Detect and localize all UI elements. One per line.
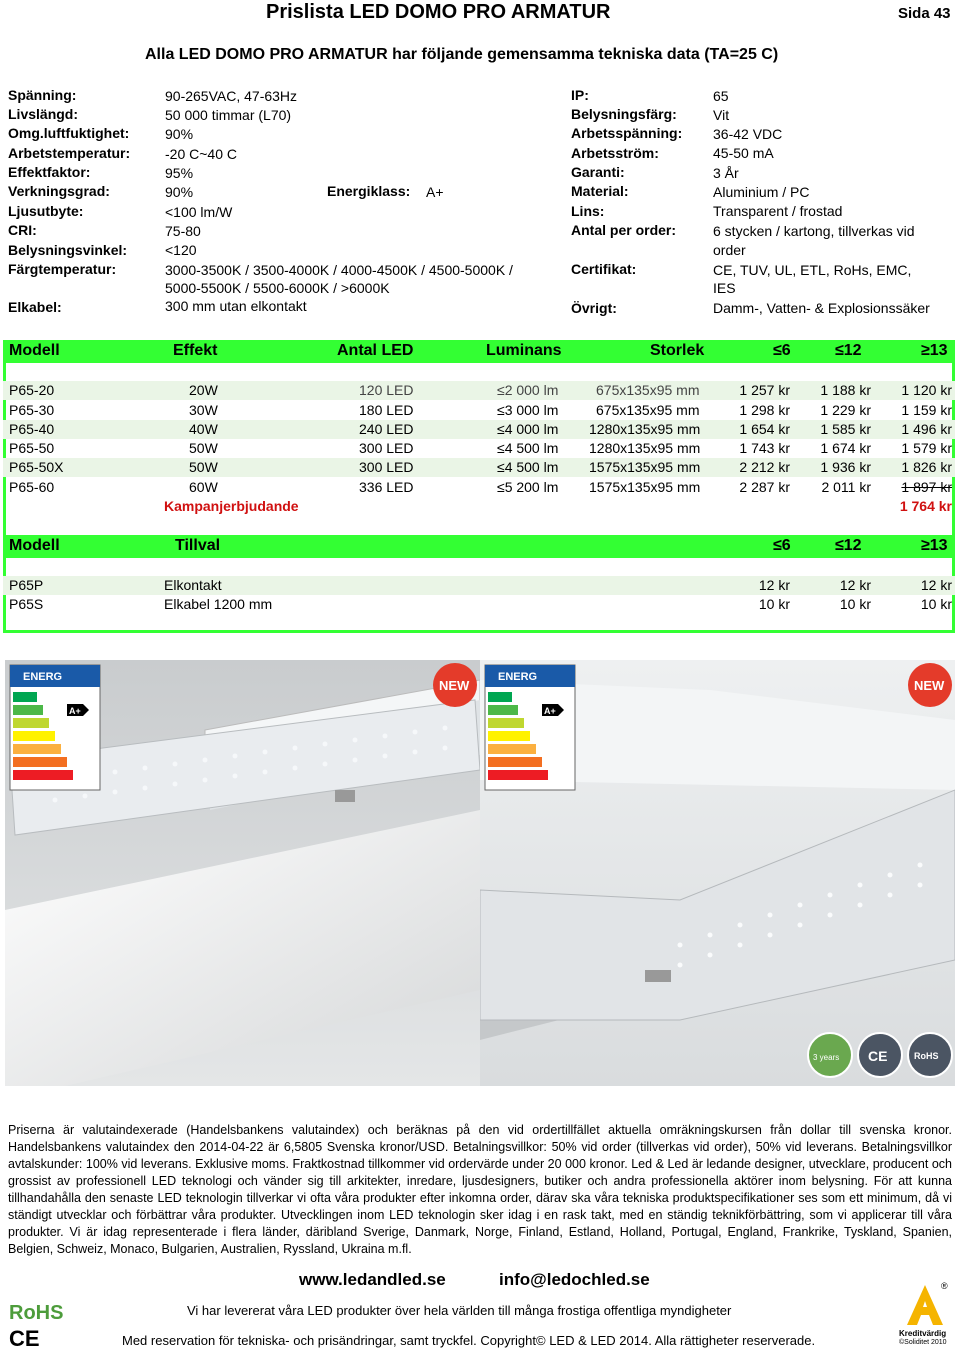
table1-header: [3, 340, 955, 363]
product-photo-left: [5, 660, 480, 1086]
spec-label: Certifikat:: [571, 261, 637, 277]
cell-effect: 50W: [189, 440, 218, 456]
website-link[interactable]: www.ledandled.se: [299, 1270, 446, 1289]
kreditvardig-logo: [897, 1283, 953, 1349]
terms-paragraph: Priserna är valutaindexerade (Handelsbankens valutaindex) och beräknas på den vid ordertillfället aktuella omräkningskursen från dollar till svenska kronor. Handelsbankens valutaindex den 2014-04-22 är 6,5805 Svenska kronor/USD. Betalningsvillkor: 50% vid order (tillverkas vid order), 50% vid leverans. Betalningsvillkor avtalskunder: 100% vid leverans. Exklusive moms. Fraktkostnad tillkommer vid ordervärde under 20 000 kronor. Led & Led är ledande designer, utvecklare, producent och grossist av professionell LED teknologi och vänder sig till arkitekter, inredare, ljusdesigners, butiker och andra professionella aktörer inom belysning. För att kunna tillhandahålla den senaste LED teknologin tillverkar vi ofta våra produkter efter inkomna order, därav ska våra tekniska produktspecifikationer ses som ett minimum, då vi ständigt utvecklar och förbättrar våra produkter. Utvecklingen inom LED teknologin sker idag i en rask takt, med en ständig teknikförbättring, som vi applicerar till våra produkter. Vi är idag representerade i flera länder, däribland Sverige, Danmark, Norge, Finland, Estland, Holland, Portugal, England, Frankrike, Tyskland, Spanien, Belgien, Schweiz, Monaco, Bulgarien, Australien, Ryssland, Ukraina m.fl.: [8, 1123, 952, 1256]
spec-value: CE, TUV, UL, ETL, RoHs, EMC,: [713, 262, 912, 278]
le-symbol: ≤: [773, 537, 782, 554]
spec-value: 300 mm utan elkontakt: [165, 298, 307, 314]
spec-value-cont: IES: [713, 280, 736, 296]
spec-label: Belysningsfärg:: [571, 106, 677, 122]
svg-text:NEW: NEW: [914, 678, 945, 693]
ce-logo: CE: [9, 1326, 40, 1351]
ge-symbol: ≥: [921, 342, 930, 359]
footer-copyright: Med reservation för tekniska- och prisändringar, samt tryckfel. Copyright© LED & LED 2014. Alla rättigheter reserverade.: [122, 1333, 816, 1348]
cell-model: P65-50: [9, 440, 55, 456]
cell-effect: 50W: [189, 459, 218, 475]
col-header: Storlek: [650, 342, 705, 359]
spec-value: 45-50 mA: [713, 145, 774, 161]
le-symbol: ≤: [835, 537, 844, 554]
spec-value: 50 000 timmar (L70): [165, 107, 292, 123]
cell-price-6: 1 654 kr: [739, 421, 790, 437]
cell-price-12: 1 936 kr: [820, 459, 871, 475]
cell-price-12: 1 585 kr: [820, 421, 871, 437]
cell-effect: 60W: [189, 479, 218, 495]
col-header: ≤12: [835, 537, 862, 554]
energy-label-title: ENERG: [23, 671, 63, 683]
registered-mark: ®: [941, 1281, 948, 1291]
spec-value: 90%: [165, 126, 194, 142]
spec-value: 75-80: [165, 223, 201, 239]
cell-lumen: ≤4 500 lm: [497, 440, 559, 456]
table-row: [3, 576, 955, 595]
rohs-badge-icon: [908, 1033, 952, 1077]
cell-option: Elkontakt: [164, 577, 222, 593]
cell-led: 240 LED: [359, 421, 414, 437]
spec-label: Arbetsström:: [571, 145, 659, 161]
cell-model: P65-20: [9, 382, 55, 398]
cell-price-12: 12 kr: [839, 577, 871, 593]
spec-label: Arbetsspänning:: [571, 125, 683, 141]
spec-value-cont: 5000-5500K / 5500-6000K / >6000K: [165, 280, 390, 296]
spec-label: Övrigt:: [571, 300, 617, 316]
cell-effect: 30W: [189, 402, 218, 418]
cell-lumen: ≤3 000 lm: [497, 402, 559, 418]
page-title: Prislista LED DOMO PRO ARMATUR: [266, 1, 611, 23]
col-header: Antal LED: [337, 342, 414, 359]
spec-value: 6 stycken / kartong, tillverkas vid: [713, 223, 915, 239]
le-symbol: ≤: [835, 342, 844, 359]
table-row: [3, 478, 955, 497]
cell-lumen: ≤4 000 lm: [497, 421, 559, 437]
spec-value: 3 År: [713, 165, 739, 181]
product-photo-right: [480, 660, 955, 1086]
new-badge-icon: [433, 663, 477, 707]
cell-price-13: 10 kr: [920, 596, 952, 612]
cell-price-12: 1 674 kr: [820, 440, 871, 456]
svg-text:3 years: 3 years: [813, 1053, 840, 1062]
cell-price-12: 1 188 kr: [820, 382, 871, 398]
svg-text:CE: CE: [868, 1048, 888, 1064]
cell-led: 336 LED: [359, 479, 414, 495]
cell-price-13: 12 kr: [920, 577, 952, 593]
cell-price-6: 1 298 kr: [739, 402, 790, 418]
spec-value: <120: [165, 242, 197, 258]
table-row: [3, 420, 955, 439]
new-badge-icon: [908, 663, 952, 707]
cell-size: 675x135x95 mm: [596, 402, 700, 418]
campaign-label: Kampanjerbjudande: [164, 498, 299, 514]
warranty-badge-icon: [808, 1033, 852, 1077]
cell-model: P65P: [9, 577, 44, 593]
cell-size: 1280x135x95 mm: [589, 421, 701, 437]
spec-label: Livslängd:: [8, 106, 79, 122]
email-link[interactable]: info@ledochled.se: [499, 1270, 650, 1289]
cell-led: 120 LED: [359, 382, 414, 398]
cell-price-13: 1 159 kr: [901, 402, 952, 418]
cell-led: 180 LED: [359, 402, 414, 418]
svg-text:NEW: NEW: [439, 678, 470, 693]
cell-price-6: 2 212 kr: [739, 459, 790, 475]
spec-value: Damm-, Vatten- & Explosionssäker: [713, 300, 930, 316]
cell-led: 300 LED: [359, 459, 414, 475]
col-header: Luminans: [486, 342, 562, 359]
svg-text:A+: A+: [544, 706, 556, 716]
col-header: ≤12: [835, 342, 862, 359]
spec-value: 90%: [165, 184, 194, 200]
cell-model: P65-60: [9, 479, 55, 495]
cell-price-13: 1 120 kr: [901, 382, 952, 398]
spec-label: Verkningsgrad:: [8, 183, 110, 199]
ge-symbol: ≥: [921, 537, 930, 554]
table-row: [3, 401, 955, 420]
energy-label: Energiklass:: [327, 183, 411, 199]
cell-size: 1575x135x95 mm: [589, 459, 701, 475]
spec-label: Arbetstemperatur:: [8, 145, 131, 161]
spec-label: Material:: [571, 183, 629, 199]
table-row: [3, 458, 955, 477]
energy-value: A+: [426, 184, 444, 200]
table-row: [3, 439, 955, 458]
cell-led: 300 LED: [359, 440, 414, 456]
cell-price-13: 1 826 kr: [901, 459, 952, 475]
col-header: ≥13: [921, 537, 948, 554]
cell-price-13-old: 1 897 kr: [901, 479, 952, 495]
spec-value: <100 lm/W: [165, 204, 233, 220]
col-header: Modell: [9, 342, 60, 359]
spec-label: Omg.luftfuktighet:: [8, 125, 130, 141]
cell-size: 1575x135x95 mm: [589, 479, 701, 495]
cell-effect: 20W: [189, 382, 218, 398]
spec-label: Garanti:: [571, 164, 625, 180]
cell-price-12: 2 011 kr: [821, 479, 871, 495]
kredit-text: Kreditvärdig: [899, 1329, 947, 1338]
spec-value: 3000-3500K / 3500-4000K / 4000-4500K / 4500-5000K /: [165, 262, 513, 278]
spec-value-cont: order: [713, 242, 746, 258]
page-number: Sida 43: [898, 5, 951, 22]
cell-model: P65-30: [9, 402, 55, 418]
luminaire-illustration: [480, 660, 955, 1086]
cell-price-12: 10 kr: [839, 596, 871, 612]
cell-lumen: ≤2 000 lm: [497, 382, 559, 398]
col-header: Modell: [9, 537, 60, 554]
spec-label: Lins:: [571, 203, 605, 219]
spec-label: Ljusutbyte:: [8, 203, 84, 219]
cell-option: Elkabel 1200 mm: [164, 596, 273, 612]
soliditet-text: ©Soliditet 2010: [899, 1339, 947, 1346]
cell-effect: 40W: [189, 421, 218, 437]
spec-value: 90-265VAC, 47-63Hz: [165, 88, 298, 104]
cell-lumen: ≤4 500 lm: [497, 459, 559, 475]
cell-price-6: 2 287 kr: [739, 479, 790, 495]
cell-price-6: 1 257 kr: [739, 382, 790, 398]
col-header: Effekt: [173, 342, 218, 359]
cell-model: P65S: [9, 596, 44, 612]
campaign-price: 1 764 kr: [899, 498, 952, 514]
energy-class-text: A+: [69, 706, 81, 716]
col-header: ≤6: [773, 537, 791, 554]
spec-value: Vit: [713, 107, 730, 123]
spec-label: Färgtemperatur:: [8, 261, 117, 277]
cell-model: P65-40: [9, 421, 55, 437]
table-row: [3, 381, 955, 400]
spec-label: Spänning:: [8, 87, 77, 103]
col-header: ≥13: [921, 342, 948, 359]
col-header: ≤6: [773, 342, 791, 359]
svg-text:ENERG: ENERG: [498, 671, 538, 683]
cell-price-12: 1 229 kr: [820, 402, 871, 418]
cell-model: P65-50X: [9, 459, 64, 475]
spec-value: 95%: [165, 165, 194, 181]
spec-value: Aluminium / PC: [713, 184, 810, 200]
table2-header: [3, 535, 955, 558]
cell-price-13: 1 496 kr: [901, 421, 952, 437]
cell-price-13: 1 579 kr: [901, 440, 952, 456]
spec-label: IP:: [571, 87, 589, 103]
cell-price-6: 12 kr: [758, 577, 790, 593]
spec-label: Effektfaktor:: [8, 164, 91, 180]
campaign-row: [3, 497, 955, 516]
cell-size: 1280x135x95 mm: [589, 440, 701, 456]
rohs-logo: RoHS: [9, 1302, 64, 1324]
svg-text:RoHS: RoHS: [914, 1051, 939, 1061]
energy-label-icon: [10, 665, 100, 790]
spec-label: CRI:: [8, 222, 37, 238]
ce-badge-icon: [858, 1033, 902, 1077]
cell-price-6: 10 kr: [758, 596, 790, 612]
spec-value: -20 C~40 C: [165, 146, 237, 162]
spec-label: Antal per order:: [571, 222, 677, 238]
footer-line: Vi har levererat våra LED produkter över hela världen till många frostiga offentliga myndigheter: [187, 1303, 732, 1318]
luminaire-illustration: [5, 660, 480, 1086]
le-symbol: ≤: [773, 342, 782, 359]
spec-value: Transparent / frostad: [713, 203, 843, 219]
spec-label: Elkabel:: [8, 299, 62, 315]
col-header: Tillval: [175, 537, 221, 554]
energy-label-icon: [485, 665, 575, 790]
table-row: [3, 595, 955, 614]
spec-value: 36-42 VDC: [713, 126, 783, 142]
spec-value: 65: [713, 88, 729, 104]
spec-label: Belysningsvinkel:: [8, 242, 128, 258]
cell-lumen: ≤5 200 lm: [497, 479, 559, 495]
cell-size: 675x135x95 mm: [596, 382, 700, 398]
subtitle: Alla LED DOMO PRO ARMATUR har följande gemensamma tekniska data (TA=25 C): [145, 46, 779, 63]
cell-price-6: 1 743 kr: [739, 440, 790, 456]
